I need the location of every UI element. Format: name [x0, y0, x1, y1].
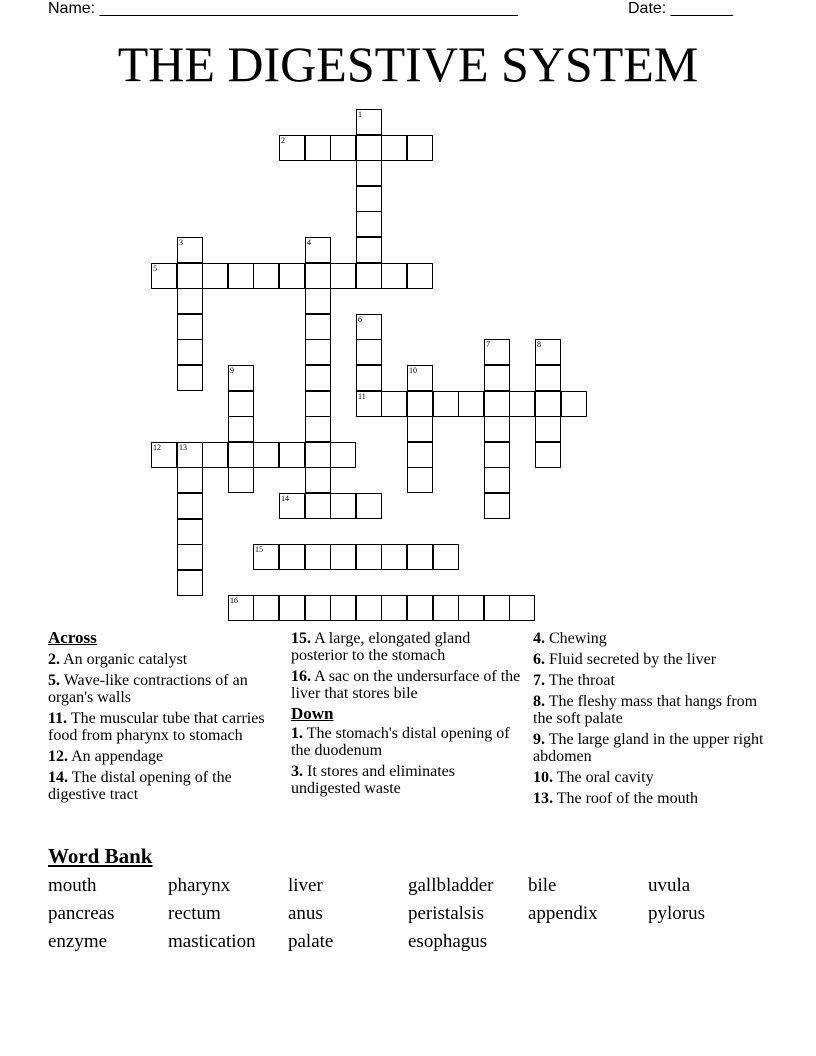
clue-text: The fleshy mass that hangs from the soft palate: [533, 693, 758, 727]
grid-cell[interactable]: [535, 339, 561, 365]
grid-cell[interactable]: [177, 467, 203, 493]
grid-cell[interactable]: [484, 493, 510, 519]
grid-cell[interactable]: [356, 595, 382, 621]
grid-cell[interactable]: [228, 595, 254, 621]
grid-cell[interactable]: [484, 595, 510, 621]
grid-cell[interactable]: [279, 263, 305, 289]
word-bank-word: esophagus: [408, 931, 488, 952]
clue-number-label: 8: [537, 340, 541, 349]
word-bank-word: gallbladder: [408, 875, 494, 896]
clues-column-1: [48, 628, 280, 803]
page-title: THE DIGESTIVE SYSTEM: [117, 36, 699, 92]
grid-cell[interactable]: [433, 391, 459, 417]
grid-cell[interactable]: [177, 544, 203, 570]
grid-cell[interactable]: [381, 544, 407, 570]
clue-down-8: [533, 693, 765, 727]
grid-cell[interactable]: [356, 493, 382, 519]
clue-text: A large, elongated gland posterior to the stomach: [291, 630, 471, 664]
clue-across-12: [48, 748, 280, 765]
grid-cell[interactable]: [228, 442, 254, 468]
grid-cell[interactable]: [356, 544, 382, 570]
clue-number-label: 10: [409, 366, 417, 375]
name-field-label[interactable]: Name: _______________________________________________: [48, 0, 518, 17]
grid-cell[interactable]: [305, 467, 331, 493]
grid-cell[interactable]: [151, 263, 177, 289]
clue-number: 14.: [48, 769, 68, 786]
date-field-label[interactable]: Date: _______: [628, 0, 733, 17]
clue-number-label: 1: [358, 110, 362, 119]
clue-text: The stomach's distal opening of the duodenum: [291, 725, 510, 759]
grid-cell[interactable]: [279, 493, 305, 519]
grid-cell[interactable]: [356, 365, 382, 391]
grid-cell[interactable]: [356, 339, 382, 365]
grid-cell[interactable]: [484, 442, 510, 468]
grid-cell[interactable]: [407, 467, 433, 493]
clue-number-label: 16: [230, 596, 238, 605]
word-bank-word: pylorus: [648, 903, 705, 924]
clue-number-label: 2: [281, 136, 285, 145]
clue-number-label: 11: [358, 392, 366, 401]
word-bank-word: uvula: [648, 875, 691, 896]
clue-text: Wave-like contractions of an organ's walls: [48, 672, 248, 706]
clue-number: 9.: [533, 731, 545, 748]
word-bank-word: liver: [288, 875, 323, 896]
clue-number: 16.: [291, 668, 311, 685]
clue-number: 11.: [48, 710, 68, 727]
grid-cell[interactable]: [535, 391, 561, 417]
word-bank-word: mastication: [168, 931, 256, 952]
grid-cell[interactable]: [279, 595, 305, 621]
grid-cell[interactable]: [305, 442, 331, 468]
clue-number-label: 9: [230, 366, 234, 375]
clue-text: An organic catalyst: [63, 651, 188, 668]
grid-cell[interactable]: [177, 237, 203, 263]
word-bank-word: appendix: [528, 903, 598, 924]
clue-across-2: [48, 651, 280, 668]
grid-cell[interactable]: [151, 442, 177, 468]
clue-number: 2.: [48, 651, 60, 668]
clues-column-2: [291, 628, 523, 797]
grid-cell[interactable]: [330, 493, 356, 519]
clue-text: Fluid secreted by the liver: [549, 651, 717, 668]
grid-cell[interactable]: [330, 135, 356, 161]
clue-number: 1.: [291, 725, 303, 742]
clue-number-label: 4: [307, 238, 311, 247]
grid-cell[interactable]: [484, 467, 510, 493]
grid-cell[interactable]: [279, 442, 305, 468]
grid-cell[interactable]: [484, 339, 510, 365]
clue-down-3: [291, 763, 523, 797]
grid-cell[interactable]: [356, 314, 382, 340]
grid-cell[interactable]: [305, 339, 331, 365]
grid-cell[interactable]: [356, 237, 382, 263]
grid-cell[interactable]: [484, 365, 510, 391]
clue-text: The roof of the mouth: [556, 790, 699, 807]
grid-cell[interactable]: [177, 263, 203, 289]
grid-cell[interactable]: [407, 365, 433, 391]
grid-cell[interactable]: [407, 135, 433, 161]
clue-across-11: [48, 710, 280, 744]
grid-cell[interactable]: [407, 416, 433, 442]
clue-number-label: 3: [179, 238, 183, 247]
grid-cell[interactable]: [509, 595, 535, 621]
clue-text: The muscular tube that carries food from pharynx to stomach: [48, 710, 265, 744]
grid-cell[interactable]: [356, 135, 382, 161]
grid-cell[interactable]: [484, 391, 510, 417]
grid-cell[interactable]: [253, 544, 279, 570]
clue-text: The distal opening of the digestive tract: [48, 769, 232, 803]
grid-cell[interactable]: [279, 135, 305, 161]
grid-cell[interactable]: [535, 416, 561, 442]
grid-cell[interactable]: [458, 391, 484, 417]
grid-cell[interactable]: [305, 595, 331, 621]
grid-cell[interactable]: [433, 544, 459, 570]
word-bank-heading: Word Bank: [48, 844, 153, 868]
across-heading: Across: [48, 628, 97, 647]
grid-cell[interactable]: [253, 595, 279, 621]
grid-cell[interactable]: [356, 109, 382, 135]
word-bank-word: rectum: [168, 903, 221, 924]
down-heading: Down: [291, 704, 334, 723]
clue-number-label: 15: [255, 545, 263, 554]
grid-cell[interactable]: [381, 595, 407, 621]
grid-cell[interactable]: [407, 263, 433, 289]
grid-cell[interactable]: [407, 391, 433, 417]
grid-cell[interactable]: [509, 391, 535, 417]
clue-text: The throat: [548, 672, 615, 689]
clue-text: A sac on the undersurface of the liver that stores bile: [291, 668, 521, 702]
grid-cell[interactable]: [433, 595, 459, 621]
clue-number-label: 5: [153, 264, 157, 273]
clue-down-10: [533, 769, 765, 786]
word-bank-word: mouth: [48, 875, 97, 896]
grid-cell[interactable]: [561, 391, 587, 417]
grid-cell[interactable]: [305, 544, 331, 570]
clue-number: 8.: [533, 693, 545, 710]
grid-cell[interactable]: [228, 263, 254, 289]
grid-cell[interactable]: [228, 416, 254, 442]
grid-cell[interactable]: [177, 493, 203, 519]
word-bank-word: peristalsis: [408, 903, 484, 924]
clue-down-9: [533, 731, 765, 765]
clue-number: 3.: [291, 763, 303, 780]
grid-cell[interactable]: [407, 595, 433, 621]
grid-cell[interactable]: [305, 416, 331, 442]
grid-cell[interactable]: [356, 160, 382, 186]
word-bank-word: pancreas: [48, 903, 115, 924]
grid-cell[interactable]: [330, 442, 356, 468]
clue-down-1: [291, 725, 523, 759]
grid-cell[interactable]: [279, 544, 305, 570]
grid-cell[interactable]: [381, 263, 407, 289]
clue-number: 4.: [533, 630, 545, 647]
grid-cell[interactable]: [305, 237, 331, 263]
grid-cell[interactable]: [228, 467, 254, 493]
clue-number: 7.: [533, 672, 545, 689]
clue-number-label: 7: [486, 340, 490, 349]
grid-cell[interactable]: [305, 135, 331, 161]
grid-cell[interactable]: [228, 391, 254, 417]
grid-cell[interactable]: [407, 442, 433, 468]
clue-number: 6.: [533, 651, 545, 668]
word-bank-word: palate: [288, 931, 334, 952]
clues-column-3: [533, 628, 765, 807]
clue-text: The large gland in the upper right abdomen: [533, 731, 764, 765]
clue-number-label: 12: [153, 443, 161, 452]
clue-text: The oral cavity: [556, 769, 654, 786]
clue-down-7: [533, 672, 765, 689]
grid-cell[interactable]: [535, 365, 561, 391]
grid-cell[interactable]: [356, 211, 382, 237]
grid-cell[interactable]: [177, 519, 203, 545]
grid-cell[interactable]: [381, 135, 407, 161]
grid-cell[interactable]: [484, 416, 510, 442]
grid-cell[interactable]: [305, 365, 331, 391]
grid-cell[interactable]: [177, 339, 203, 365]
clue-down-4: [533, 630, 765, 647]
grid-cell[interactable]: [356, 391, 382, 417]
grid-cell[interactable]: [458, 595, 484, 621]
clue-number: 13.: [533, 790, 553, 807]
grid-cell[interactable]: [381, 391, 407, 417]
clue-number-label: 14: [281, 494, 289, 503]
grid-cell[interactable]: [202, 263, 228, 289]
grid-cell[interactable]: [177, 314, 203, 340]
grid-cell[interactable]: [202, 442, 228, 468]
grid-cell[interactable]: [177, 365, 203, 391]
clue-across-14: [48, 769, 280, 803]
word-bank-word: enzyme: [48, 931, 108, 952]
clue-number-label: 6: [358, 315, 362, 324]
grid-cell[interactable]: [305, 391, 331, 417]
clue-number: 10.: [533, 769, 553, 786]
word-bank-word: anus: [288, 903, 323, 924]
clue-number: 12.: [48, 748, 68, 765]
grid-cell[interactable]: [305, 263, 331, 289]
grid-cell[interactable]: [330, 263, 356, 289]
clue-text: Chewing: [549, 630, 607, 647]
clue-across-16: [291, 668, 523, 702]
grid-cell[interactable]: [330, 544, 356, 570]
grid-cell[interactable]: [228, 365, 254, 391]
clue-down-6: [533, 651, 765, 668]
word-bank-word: pharynx: [168, 875, 231, 896]
grid-cell[interactable]: [305, 288, 331, 314]
grid-cell[interactable]: [330, 595, 356, 621]
grid-cell[interactable]: [305, 493, 331, 519]
grid-cell[interactable]: [177, 570, 203, 596]
clue-number-label: 13: [179, 443, 187, 452]
grid-cell[interactable]: [253, 442, 279, 468]
grid-cell[interactable]: [356, 186, 382, 212]
clue-across-5: [48, 672, 280, 706]
grid-cell[interactable]: [356, 263, 382, 289]
clue-text: It stores and eliminates undigested waste: [291, 763, 455, 797]
grid-cell[interactable]: [177, 442, 203, 468]
word-bank-word: bile: [528, 875, 557, 896]
clue-number: 15.: [291, 630, 311, 647]
grid-cell[interactable]: [177, 288, 203, 314]
clue-across-15: [291, 630, 523, 664]
clue-number: 5.: [48, 672, 60, 689]
grid-cell[interactable]: [407, 544, 433, 570]
clue-down-13: [533, 790, 765, 807]
clue-text: An appendage: [71, 748, 164, 765]
grid-cell[interactable]: [253, 263, 279, 289]
grid-cell[interactable]: [305, 314, 331, 340]
grid-cell[interactable]: [535, 442, 561, 468]
